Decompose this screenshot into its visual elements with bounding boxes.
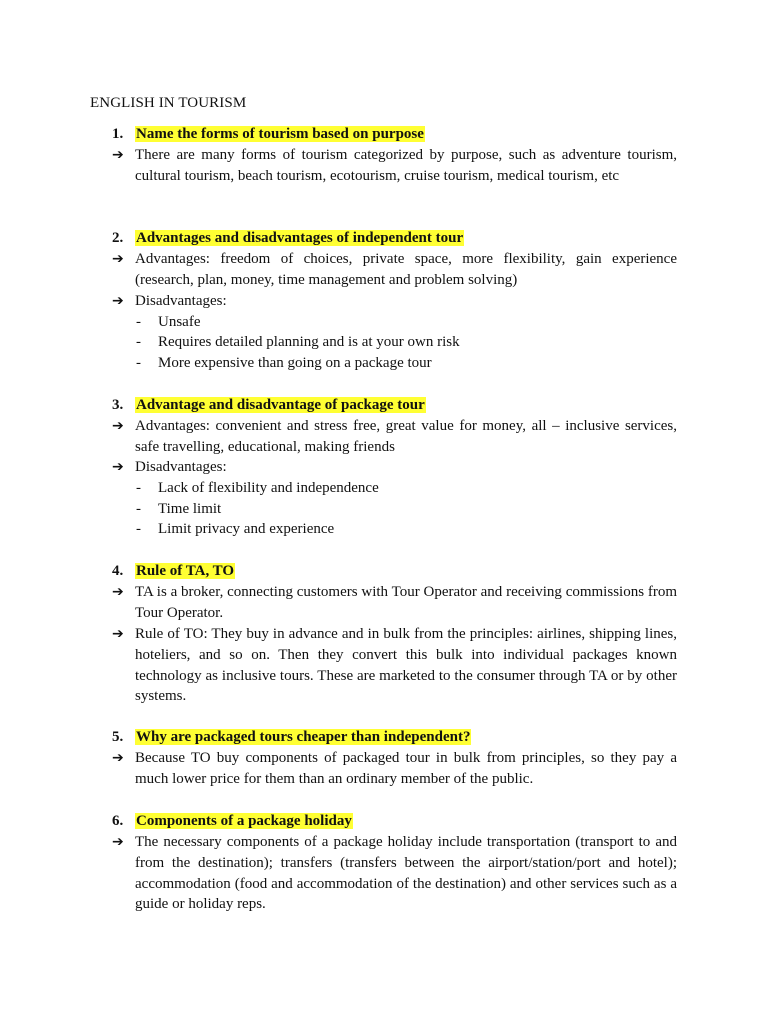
- list-item: - More expensive than going on a package tour: [136, 355, 432, 371]
- list-item: - Requires detailed planning and is at your own risk: [136, 334, 460, 350]
- paragraph-text: The necessary components of a package holiday include transportation (transport to and from the destination); transfers (transfers between the airport/station/port and hotel); accommodation (food and accommodation of the destination) and other services such as a guide or holiday reps.: [135, 834, 677, 913]
- section-number: 5.: [112, 729, 124, 745]
- section-2-advantages: [112, 249, 677, 291]
- section-heading-text: Rule of TA, TO: [136, 563, 235, 579]
- paragraph-text: Advantages: convenient and stress free, great value for money, all – inclusive services, safe travelling, educational, making friends: [135, 418, 677, 455]
- list-item: - Lack of flexibility and independence: [136, 480, 379, 496]
- paragraph-text: TA is a broker, connecting customers with Tour Operator and receiving commissions from Tour Operator.: [135, 584, 677, 621]
- arrow-right-icon: ➔: [112, 834, 124, 850]
- arrow-right-icon: ➔: [112, 459, 124, 475]
- arrow-right-icon: ➔: [112, 251, 124, 267]
- paragraph-text: Because TO buy components of packaged tour in bulk from principles, so they pay a much lower price for them than an ordinary member of the public.: [135, 750, 677, 787]
- section-3-advantages: [112, 416, 677, 458]
- section-heading-text: Why are packaged tours cheaper than independent?: [136, 729, 471, 745]
- section-heading-6: [112, 811, 353, 831]
- list-item: - Limit privacy and experience: [136, 521, 335, 537]
- paragraph-text: Rule of TO: They buy in advance and in bulk from the principles: airlines, shipping lines, hoteliers, and so on. Then they convert this bulk into individual packages known technology as inclusive tours. These are marketed to the consumer through TA or by other systems.: [135, 626, 677, 705]
- arrow-right-icon: ➔: [112, 293, 124, 309]
- section-6-paragraph: [112, 832, 677, 915]
- arrow-right-icon: ➔: [112, 418, 124, 434]
- section-number: 1.: [112, 126, 124, 142]
- arrow-right-icon: ➔: [112, 584, 124, 600]
- section-heading-3: [112, 395, 426, 415]
- paragraph-text: Disadvantages:: [135, 459, 227, 475]
- paragraph-text: There are many forms of tourism categorized by purpose, such as adventure tourism, cultural tourism, beach tourism, ecotourism, cruise tourism, medical tourism, etc: [135, 147, 677, 184]
- arrow-right-icon: ➔: [112, 626, 124, 642]
- section-3-disadvantages: [112, 457, 677, 478]
- list-item-text: Limit privacy and experience: [158, 521, 335, 537]
- section-1-paragraph: [112, 145, 677, 187]
- section-heading-text: Name the forms of tourism based on purpose: [136, 126, 424, 142]
- section-heading-text: Components of a package holiday: [136, 813, 352, 829]
- section-heading-text: Advantages and disadvantages of independent tour: [136, 230, 464, 246]
- section-number: 4.: [112, 563, 124, 579]
- list-item-text: Unsafe: [158, 314, 201, 330]
- list-item-text: Lack of flexibility and independence: [158, 480, 379, 496]
- arrow-right-icon: ➔: [112, 147, 124, 163]
- section-number: 6.: [112, 813, 124, 829]
- section-number: 2.: [112, 230, 124, 246]
- list-item-text: Requires detailed planning and is at your own risk: [158, 334, 460, 350]
- list-item: - Unsafe: [136, 314, 201, 330]
- section-5-paragraph: [112, 748, 677, 790]
- list-item-text: Time limit: [158, 501, 222, 517]
- section-number: 3.: [112, 397, 124, 413]
- section-4-to: [112, 624, 677, 707]
- document-title: ENGLISH IN TOURISM: [90, 95, 247, 111]
- list-item-text: More expensive than going on a package tour: [158, 355, 432, 371]
- arrow-right-icon: ➔: [112, 750, 124, 766]
- section-heading-4: [112, 561, 235, 581]
- paragraph-text: Disadvantages:: [135, 293, 227, 309]
- list-item: - Time limit: [136, 501, 222, 517]
- section-4-ta: [112, 582, 677, 624]
- section-heading-2: [112, 228, 464, 248]
- paragraph-text: Advantages: freedom of choices, private space, more flexibility, gain experience (research, plan, money, time management and problem solving): [135, 251, 677, 288]
- section-2-disadvantages: [112, 291, 677, 312]
- section-heading-text: Advantage and disadvantage of package tour: [136, 397, 425, 413]
- section-heading-5: [112, 727, 471, 747]
- section-heading-1: [112, 124, 425, 144]
